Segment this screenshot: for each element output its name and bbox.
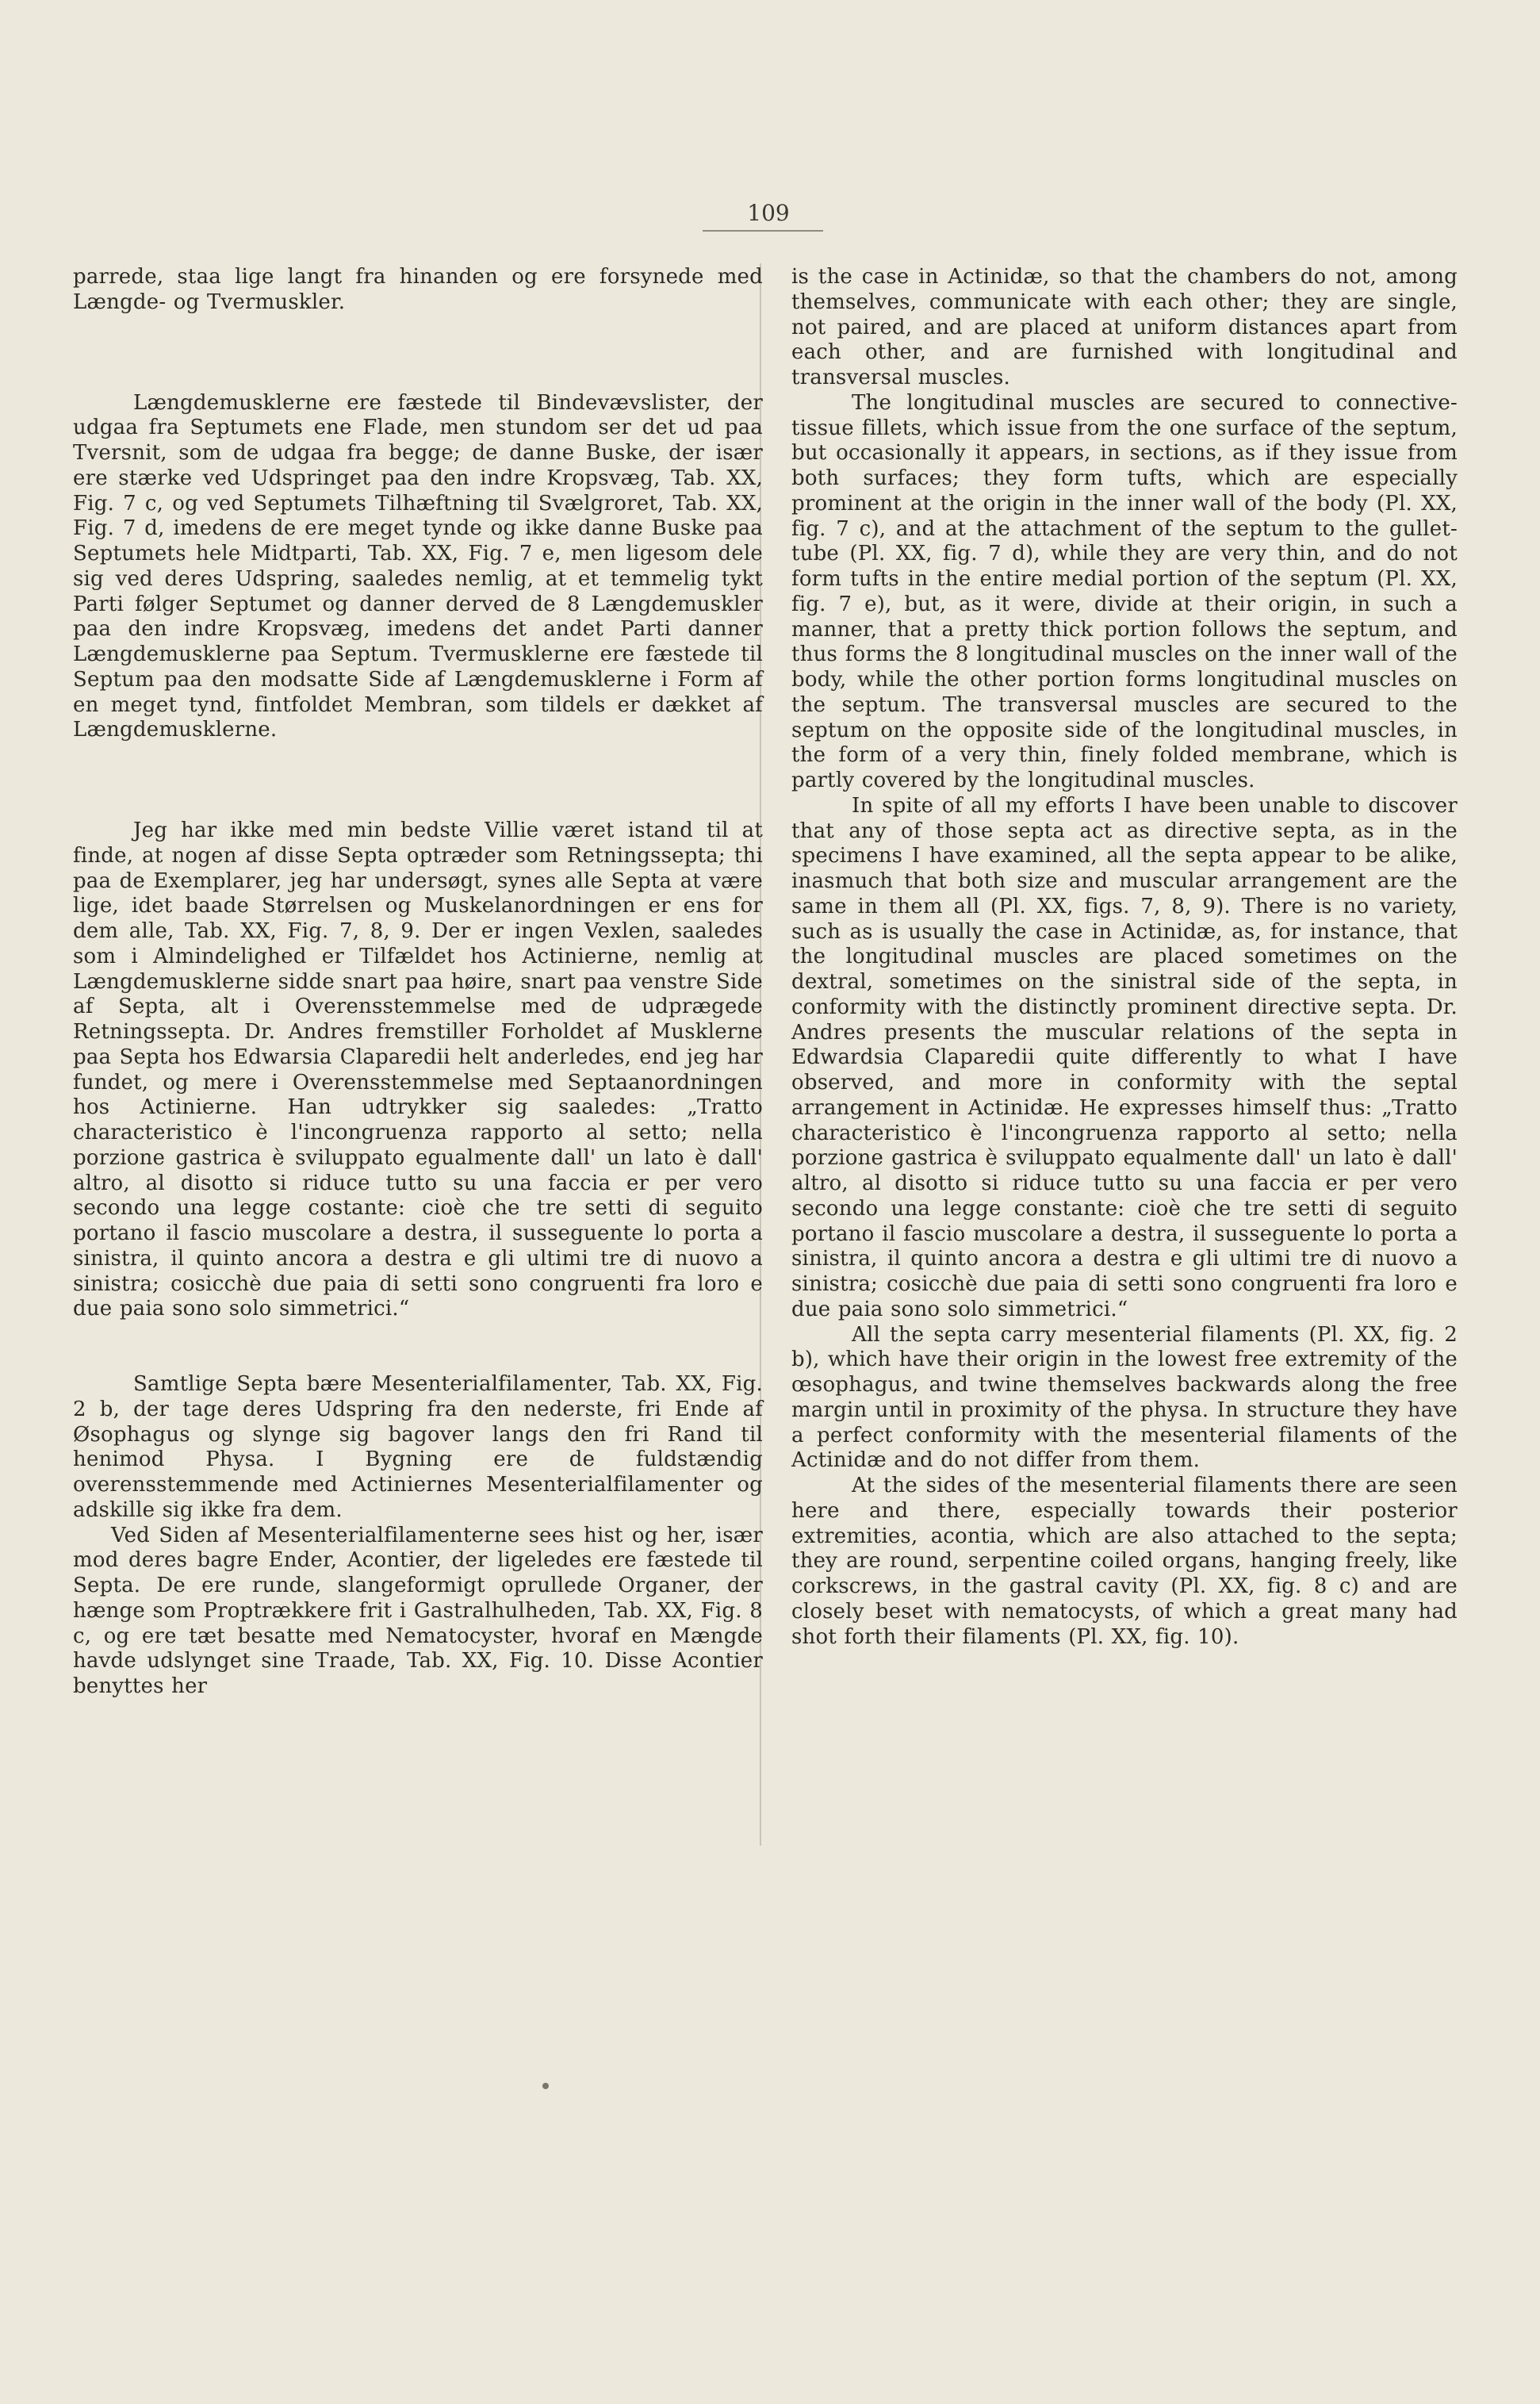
right-paragraph-3: In spite of all my efforts I have been unable to discover that any of those septa act as directive septa, as in the specimens I have examined, all the septa appear to be alike, inasmuch that both size and muscular arrangement are the same in them all (Pl. XX, figs. 7, 8, 9). There is no variety, such as is usually the case in Actinidæ, as, for instance, that the longitudinal muscles are placed sometimes on the dextral, sometimes on the sinistral side of the septa, in conformity with the distinctly prominent directive septa. Dr. Andres presents the muscular relations of the septa in Edwardsia Claparedii quite differently to what I have observed, and more in conformity with the septal arrangement in Actinidæ. He expresses himself thus: „Tratto characteristico è l'incongruenza rapporto al setto; nella porzione gastrica è sviluppato equalmente dall' un lato è dall' altro, al disotto si riduce tutto su una faccia er per vero secondo una legge constante: cioè che tre setti di seguito portano il fascio muscolare a destra, il susseguente lo porta a sinistra, il quinto ancora a destra e gli ultimi tre di nuovo a sinistra; cosicchè due paia di setti sono congruenti fra loro e due paia sono solo simmetrici.“ (791, 793, 1458, 1321)
page-number: 109 (747, 200, 790, 226)
header-rule (703, 230, 823, 232)
right-paragraph-2: The longitudinal muscles are secured to connective-tissue fillets, which issue from the one surface of the septum, but occasionally it appears, in sections, as if they issue from both surfaces; they form tufts, which are especially prominent at the origin in the inner wall of the body (Pl. XX, fig. 7 c), and at the attachment of the septum to the gullet-tube (Pl. XX, fig. 7 d), while they are very thin, and do not form tufts in the entire medial portion of the septum (Pl. XX, fig. 7 e), but, as it were, divide at their origin, in such a manner, that a pretty thick portion follows the septum, and thus forms the 8 longitudinal muscles on the inner wall of the body, while the other portion forms longitudinal muscles on the septum. The transversal muscles are secured to the septum on the opposite side of the longitudinal muscles, in the form of a very thin, finely folded membrane, which is partly covered by the longitudinal muscles. (791, 390, 1458, 792)
print-mark (542, 2083, 549, 2089)
left-paragraph-4: Samtlige Septa bære Mesenterialfilamenter, Tab. XX, Fig. 2 b, der tage deres Udspring fra den nederste, fri Ende af Øsophagus og slynge sig bagover langs den fri Rand til henimod Physa. I Bygning ere de fuldstændig overensstemmende med Actiniernes Mesenterialfilamenter og adskille sig ikke fra dem. (73, 1372, 763, 1522)
left-column-danish (73, 265, 763, 1700)
right-paragraph-1: is the case in Actinidæ, so that the chambers do not, among themselves, communicate with each other; they are single, not paired, and are placed at uniform distances apart from each other, and are furnished with longitudinal and transversal muscles. (791, 265, 1458, 389)
left-paragraph-3: Jeg har ikke med min bedste Villie været istand til at finde, at nogen af disse Septa optræder som Retningssepta; thi paa de Exemplarer, jeg har undersøgt, synes alle Septa at være lige, idet baade Størrelsen og Muskelanordningen er ens for dem alle, Tab. XX, Fig. 7, 8, 9. Der er ingen Vexlen, saaledes som i Almindelighed er Tilfældet hos Actinierne, nemlig at Længdemusklerne sidde snart paa høire, snart paa venstre Side af Septa, alt i Overensstemmelse med de udprægede Retningssepta. Dr. Andres fremstiller Forholdet af Musklerne paa Septa hos Edwarsia Claparedii helt anderledes, end jeg har fundet, og mere i Overensstemmelse med Septaanordningen hos Actinierne. Han udtrykker sig saaledes: „Tratto characteristico è l'incongruenza rapporto al setto; nella porzione gastrica è sviluppato egualmente dall' un lato è dall' altro, al disotto si riduce tutto su una faccia er per vero secondo una legge costante: cioè che tre setti di seguito portano il fascio muscolare a destra, il susseguente lo porta a sinistra, il quinto ancora a destra e gli ultimi tre di nuovo a sinistra; cosicchè due paia di setti sono congruenti fra loro e due paia sono solo simmetrici.“ (73, 819, 763, 1321)
right-column-english (791, 265, 1458, 1650)
right-paragraph-4: All the septa carry mesenterial filaments (Pl. XX, fig. 2 b), which have their origin in the lowest free extremity of the œsophagus, and twine themselves backwards along the free margin until in proximity of the physa. In structure they have a perfect conformity with the mesenterial filaments of the Actinidæ and do not differ from them. (791, 1322, 1458, 1473)
right-paragraph-5: At the sides of the mesenterial filaments there are seen here and there, especially towards their posterior extremities, acontia, which are also attached to the septa; they are round, serpentine coiled organs, hanging freely, like corkscrews, in the gastral cavity (Pl. XX, fig. 8 c) and are closely beset with nematocysts, of which a great many had shot forth their filaments (Pl. XX, fig. 10). (791, 1474, 1458, 1649)
left-paragraph-2: Længdemusklerne ere fæstede til Bindevævslister, der udgaa fra Septumets ene Flade, men stundom ser det ud paa Tversnit, som de udgaa fra begge; de danne Buske, der især ere stærke ved Udspringet paa den indre Kropsvæg, Tab. XX, Fig. 7 c, og ved Septumets Tilhæftning til Svælgroret, Tab. XX, Fig. 7 d, imedens de ere meget tynde og ikke danne Buske paa Septumets hele Midtparti, Tab. XX, Fig. 7 e, men ligesom dele sig ved deres Udspring, saaledes nemlig, at et temmelig tykt Parti følger Septumet og danner derved de 8 Længdemuskler paa den indre Kropsvæg, imedens det andet Parti danner Længdemusklerne paa Septum. Tvermusklerne ere fæstede til Septum paa den modsatte Side af Længdemusklerne i Form af en meget tynd, fintfoldet Membran, som tildels er dækket af Længdemusklerne. (73, 390, 763, 742)
left-paragraph-1: parrede, staa lige langt fra hinanden og ere forsynede med Længde- og Tvermuskler. (73, 265, 763, 314)
left-paragraph-5: Ved Siden af Mesenterialfilamenterne sees hist og her, især mod deres bagre Ender, Acontier, der ligeledes ere fæstede til Septa. De ere runde, slangeformigt oprullede Organer, der hænge som Proptrækkere frit i Gastralhulheden, Tab. XX, Fig. 8 c, og ere tæt besatte med Nematocyster, hvoraf en Mængde havde udslynget sine Traade, Tab. XX, Fig. 10. Disse Acontier benyttes her (73, 1523, 763, 1698)
